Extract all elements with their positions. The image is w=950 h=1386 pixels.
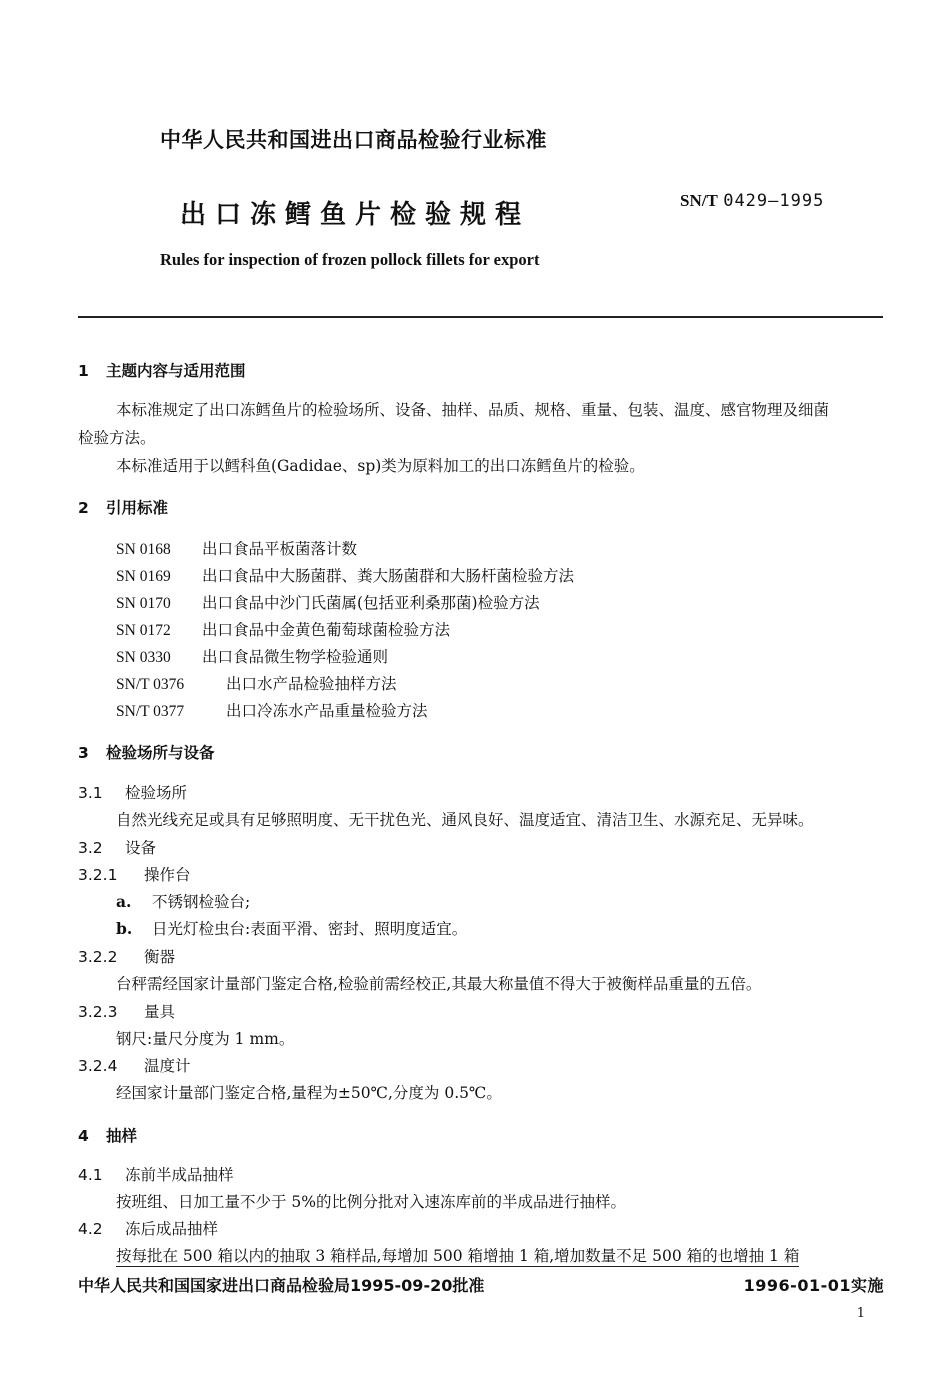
- paragraph: 本标准规定了出口冻鳕鱼片的检验场所、设备、抽样、品质、规格、重量、包装、温度、感官物理及细菌: [116, 401, 830, 419]
- reference-item: [116, 645, 388, 667]
- subsection-3-1: [78, 781, 187, 803]
- reference-name: 出口食品中大肠菌群、粪大肠菌群和大肠杆菌检验方法: [202, 567, 575, 585]
- paragraph: [116, 1244, 799, 1266]
- effective-date: 1996-01-01实施: [743, 1276, 884, 1295]
- reference-item: [116, 672, 397, 694]
- paragraph-text: 按每批在 500 箱以内的抽取 3 箱样品,每增加 500 箱增抽 1 箱,增加数量不足 500 箱的也增抽 1 箱: [116, 1247, 800, 1265]
- subsection-3-2-1: [78, 863, 191, 885]
- section-1-heading: [78, 359, 246, 381]
- reference-code: SN/T 0377: [116, 703, 185, 720]
- subsection-3-2-4: [78, 1054, 191, 1076]
- reference-code: SN/T 0376: [116, 676, 185, 693]
- section-title: 引用标准: [106, 499, 169, 517]
- subsection-title: 冻前半成品抽样: [125, 1166, 234, 1184]
- reference-name: 出口食品平板菌落计数: [202, 540, 358, 558]
- subsection-4-2: [78, 1217, 218, 1239]
- subsection-title: 设备: [125, 839, 157, 857]
- approval-statement: 中华人民共和国国家进出口商品检验局1995-09-20批准: [78, 1276, 485, 1295]
- page-title: 出口冻鳕鱼片检验规程: [180, 200, 531, 230]
- subsection-number: 3.1: [78, 784, 103, 802]
- reference-item: [116, 618, 450, 640]
- list-label: a.: [116, 892, 132, 911]
- subsection-3-2-2: [78, 945, 175, 967]
- section-title: 主题内容与适用范围: [106, 362, 246, 380]
- section-title: 检验场所与设备: [106, 744, 215, 762]
- subsection-number: 3.2: [78, 839, 103, 857]
- reference-code: SN 0170: [116, 595, 171, 612]
- subsection-4-1: [78, 1163, 234, 1185]
- subsection-title: 冻后成品抽样: [125, 1220, 219, 1238]
- list-item: [116, 890, 250, 912]
- reference-name: 出口食品中金黄色葡萄球菌检验方法: [202, 621, 451, 639]
- paragraph: 经国家计量部门鉴定合格,量程为±50℃,分度为 0.5℃。: [116, 1084, 502, 1102]
- subsection-3-2-3: [78, 1000, 175, 1022]
- section-2-heading: [78, 496, 168, 518]
- subsection-title: 温度计: [144, 1057, 191, 1075]
- standard-code: [680, 191, 824, 211]
- reference-name: 出口水产品检验抽样方法: [226, 675, 397, 693]
- standard-code-number: 0429—1995: [723, 191, 825, 211]
- paragraph: 检验方法。: [78, 429, 156, 447]
- list-text: 日光灯检虫台:表面平滑、密封、照明度适宜。: [152, 920, 468, 938]
- reference-name: 出口食品中沙门氏菌属(包括亚利桑那菌)检验方法: [202, 594, 540, 612]
- subsection-number: 4.1: [78, 1166, 103, 1184]
- section-title: 抽样: [106, 1127, 138, 1145]
- section-number: 1: [78, 362, 89, 380]
- subsection-title: 衡器: [144, 948, 176, 966]
- subsection-number: 3.2.4: [78, 1057, 118, 1075]
- reference-name: 出口冷冻水产品重量检验方法: [226, 702, 428, 720]
- list-item: [116, 917, 467, 939]
- reference-item: [116, 699, 428, 721]
- standard-category: 中华人民共和国进出口商品检验行业标准: [160, 128, 547, 152]
- list-label: b.: [116, 919, 133, 938]
- reference-code: SN 0330: [116, 649, 171, 666]
- section-3-heading: [78, 741, 215, 763]
- subsection-number: 3.2.1: [78, 866, 118, 884]
- english-title: Rules for inspection of frozen pollock fillets for export: [160, 250, 540, 269]
- subsection-title: 量具: [144, 1003, 176, 1021]
- section-4-heading: [78, 1124, 137, 1146]
- standard-code-prefix: SN/T: [680, 191, 718, 210]
- list-text: 不锈钢检验台;: [152, 893, 251, 911]
- paragraph: 钢尺:量尺分度为 1 mm。: [116, 1030, 295, 1048]
- paragraph: 自然光线充足或具有足够照明度、无干扰色光、通风良好、温度适宜、清洁卫生、水源充足、无异味。: [116, 811, 814, 829]
- subsection-number: 3.2.2: [78, 948, 118, 966]
- reference-code: SN 0169: [116, 568, 171, 585]
- section-number: 3: [78, 744, 89, 762]
- reference-item: [116, 537, 357, 559]
- reference-code: SN 0168: [116, 541, 171, 558]
- paragraph: 按班组、日加工量不少于 5%的比例分批对入速冻库前的半成品进行抽样。: [116, 1193, 627, 1211]
- section-number: 4: [78, 1127, 89, 1145]
- subsection-3-2: [78, 836, 156, 858]
- subsection-number: 3.2.3: [78, 1003, 118, 1021]
- reference-code: SN 0172: [116, 622, 171, 639]
- section-number: 2: [78, 499, 89, 517]
- paragraph: 本标准适用于以鳕科鱼(Gadidae、sp)类为原料加工的出口冻鳕鱼片的检验。: [116, 457, 645, 475]
- subsection-title: 检验场所: [125, 784, 188, 802]
- page-number: 1: [856, 1306, 865, 1321]
- paragraph: 台秤需经国家计量部门鉴定合格,检验前需经校正,其最大称量值不得大于被衡样品重量的五倍。: [116, 975, 762, 993]
- header-divider: [78, 316, 883, 318]
- reference-item: [116, 591, 540, 613]
- reference-name: 出口食品微生物学检验通则: [202, 648, 389, 666]
- reference-item: [116, 564, 574, 586]
- subsection-title: 操作台: [144, 866, 191, 884]
- subsection-number: 4.2: [78, 1220, 103, 1238]
